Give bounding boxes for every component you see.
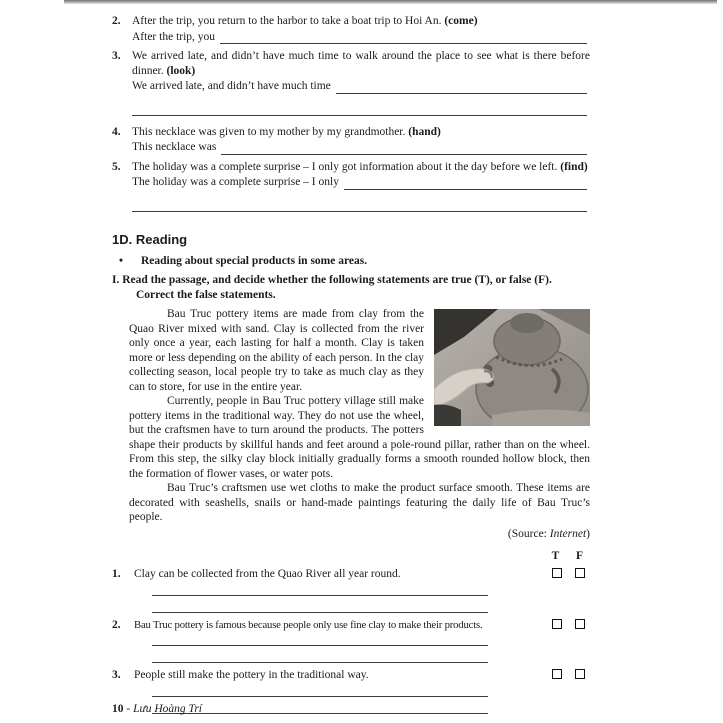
true-checkbox[interactable] (552, 669, 562, 679)
statement-row-2 (112, 618, 590, 633)
cue-word: (hand) (408, 125, 441, 138)
statement-text: Clay can be collected from the Quao River all year round. (134, 568, 401, 580)
correction-blank[interactable] (152, 646, 488, 663)
task-instruction (112, 273, 590, 302)
page-content (112, 14, 590, 714)
statement-row-3 (112, 668, 590, 683)
source-credit (112, 527, 590, 542)
source-prefix: (Source: (507, 527, 550, 540)
reading-passage (129, 307, 590, 525)
true-false-section (112, 550, 590, 714)
section-heading: 1D. Reading (112, 231, 188, 247)
bullet-icon: • (119, 254, 124, 267)
true-checkbox[interactable] (552, 619, 562, 629)
tf-column-headers (112, 550, 585, 562)
statement-number: 3. (112, 669, 121, 681)
correction-blank[interactable] (152, 596, 488, 613)
answer-blank[interactable] (336, 81, 587, 94)
correction-lines (152, 683, 590, 714)
question-sentence: After the trip, you return to the harbor to take a boat trip to Hoi An. (132, 15, 445, 27)
answer-prefix: We arrived late, and didn’t have much time (132, 80, 331, 92)
author-name: - Lưu Hoàng Trí (126, 703, 202, 715)
source-suffix: ) (586, 527, 590, 540)
page-footer (112, 703, 202, 716)
true-checkbox[interactable] (552, 568, 562, 578)
answer-blank-extra[interactable] (132, 103, 587, 116)
question-sentence: We arrived late, and didn’t have much time to walk around the place to see what is there before dinner. (132, 50, 590, 77)
false-column-label: F (575, 550, 584, 562)
statement-number: 1. (112, 568, 121, 580)
source-word: Internet (549, 527, 587, 540)
answer-blank[interactable] (344, 177, 587, 190)
correction-lines (152, 632, 590, 663)
exercise-item-4 (112, 125, 590, 158)
answer-line (132, 140, 590, 155)
answer-blank-extra[interactable] (132, 199, 587, 212)
page-number: 10 (112, 703, 124, 715)
item-number: 3. (112, 50, 121, 62)
exercise-item-3 (112, 49, 590, 123)
statement-text: People still make the pottery in the traditional way. (134, 669, 369, 681)
scan-edge-bar (64, 0, 717, 4)
correction-blank[interactable] (152, 582, 488, 596)
answer-line (132, 30, 590, 45)
question-sentence: The holiday was a complete surprise – I only got information about it the day before we left. (132, 160, 561, 173)
passage-paragraph-1: Bau Truc pottery items are made from clay from the Quao River mixed with sand. Clay is collected from the river only once a year, each lasting for half a month. Clay is taken more or less depending on the ability of each person. In the clay collecting season, local people try to take as much clay as they can to store, for use in the entire year. (129, 308, 424, 393)
false-checkbox[interactable] (575, 568, 585, 578)
question-sentence: This necklace was given to my mother by my grandmother. (132, 125, 409, 138)
question-text (132, 125, 590, 140)
answer-prefix: The holiday was a complete surprise – I only (132, 176, 339, 188)
correction-blank[interactable] (152, 632, 488, 646)
exercise-item-5 (112, 160, 590, 219)
answer-blank[interactable] (221, 142, 587, 155)
answer-line (132, 79, 590, 94)
tf-checkboxes (552, 668, 585, 679)
task-text-line1: Read the passage, and decide whether the following statements are true (T), or false (F). (122, 274, 552, 286)
section-objective (112, 254, 590, 269)
task-text-line2: Correct the false statements. (136, 288, 276, 301)
correction-blank[interactable] (152, 697, 488, 714)
task-roman-numeral: I. (112, 274, 120, 286)
question-text (132, 49, 590, 78)
false-checkbox[interactable] (575, 619, 585, 629)
cue-word: (look) (166, 64, 196, 77)
item-number: 4. (112, 125, 121, 138)
statement-number: 2. (112, 618, 121, 631)
correction-lines (152, 582, 590, 613)
cue-word: (find) (560, 160, 588, 173)
false-checkbox[interactable] (575, 669, 585, 679)
correction-blank[interactable] (152, 683, 488, 697)
objective-text: Reading about special products in some areas. (141, 254, 368, 267)
passage-paragraph-2: Currently, people in Bau Truc pottery village still make pottery items in the traditional way. They do not use the wheel, but the craftsmen have to turn around the products. The potters shape their products by skillful hands and feet around a pole-round pillar, rather than on the wheel. From this step, the silky clay block initially gradually forms a smooth rounded hollow block, then the formation of flower vases, or water pots. (129, 395, 590, 480)
passage-paragraph-3: Bau Truc’s craftsmen use wet cloths to make the product surface smooth. These items are decorated with seashells, snails or hand-made paintings featuring the daily life of Bau Truc’s people. (129, 482, 590, 523)
question-text (132, 160, 590, 175)
tf-checkboxes (552, 567, 585, 578)
tf-checkboxes (552, 618, 585, 629)
pottery-photo-graphic (434, 309, 590, 426)
answer-line (132, 175, 590, 190)
item-number: 5. (112, 160, 121, 173)
question-text (132, 14, 590, 29)
item-number: 2. (112, 15, 121, 27)
cue-word: (come) (444, 15, 478, 27)
answer-prefix: This necklace was (132, 141, 217, 153)
statement-row-1 (112, 567, 590, 582)
true-column-label: T (551, 550, 560, 562)
exercise-item-2 (112, 14, 590, 47)
statement-text: Bau Truc pottery is famous because people only use fine clay to make their products. (134, 618, 483, 631)
answer-blank[interactable] (220, 31, 587, 44)
pottery-photo (434, 309, 590, 426)
answer-prefix: After the trip, you (132, 30, 216, 43)
